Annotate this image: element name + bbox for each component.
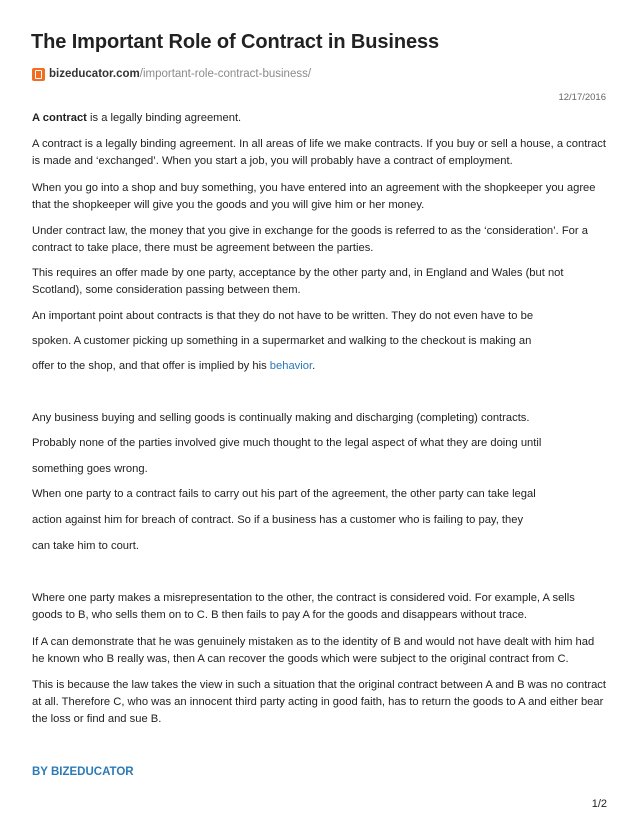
source-domain[interactable]: bizeducator.com bbox=[49, 68, 140, 80]
intro-paragraph bbox=[32, 110, 608, 127]
paragraph-11: When one party to a contract fails to carry out his part of the agreement, the other party can take legal bbox=[32, 488, 536, 500]
p7-after: . bbox=[312, 360, 316, 372]
p7-before: offer to the shop, and that offer is implied by his bbox=[32, 360, 270, 372]
blogger-icon bbox=[32, 68, 45, 81]
paragraph-14: Where one party makes a misrepresentation to the other, the contract is considered void. For example, A sells goods to B, who sells them on to C. B then fails to pay A for the goods and disappears without trace. bbox=[32, 592, 575, 621]
paragraph-16: This is because the law takes the view in such a situation that the original contract between A and B was no contract at all. Therefore C, who was an innocent third party acting in good faith, has to return the goods to A and either bear the loss or find and sue B. bbox=[32, 679, 606, 725]
paragraph-13: can take him to court. bbox=[32, 540, 139, 552]
behavior-link[interactable]: behavior bbox=[269, 360, 313, 372]
paragraph-10: something goes wrong. bbox=[32, 463, 148, 475]
source-path[interactable]: /important-role-contract-business/ bbox=[139, 68, 312, 80]
source-line bbox=[32, 67, 311, 81]
paragraph-3: Under contract law, the money that you give in exchange for the goods is referred to as the ‘consideration’. For a contract to take place, there must be agreement between the parties. bbox=[32, 225, 588, 254]
paragraph-4: This requires an offer made by one party, acceptance by the other party and, in England and Wales (but not Scotland), some consideration passing between them. bbox=[32, 267, 564, 296]
paragraph-5: An important point about contracts is that they do not have to be written. They do not even have to be bbox=[32, 310, 534, 322]
intro-rest: is a legally binding agreement. bbox=[86, 112, 242, 124]
paragraph-8: Any business buying and selling goods is continually making and discharging (completing) contracts. bbox=[32, 412, 530, 424]
paragraph-12: action against him for breach of contract. So if a business has a customer who is failing to pay, they bbox=[32, 514, 524, 526]
intro-bold: A contract bbox=[32, 112, 87, 124]
byline[interactable]: BY BIZEDUCATOR bbox=[32, 766, 134, 778]
post-date: 12/17/2016 bbox=[558, 92, 606, 103]
paragraph-9: Probably none of the parties involved give much thought to the legal aspect of what they are doing until bbox=[32, 437, 542, 449]
paragraph-15: If A can demonstrate that he was genuinely mistaken as to the identity of B and would not have dealt with him had he known who B really was, then A can recover the goods which were subject to the original contract from C. bbox=[32, 636, 595, 665]
page-title: The Important Role of Contract in Business bbox=[31, 31, 440, 53]
page-number: 1/2 bbox=[591, 798, 607, 810]
paragraph-7 bbox=[32, 358, 608, 375]
paragraph-1: A contract is a legally binding agreement. In all areas of life we make contracts. If you buy or sell a house, a contract is made and ‘exchanged’. When you start a job, you will probably have a contract of employment. bbox=[32, 138, 606, 167]
paragraph-2: When you go into a shop and buy something, you have entered into an agreement with the shopkeeper you agree that the shopkeeper will give you the goods and you will give him or her money. bbox=[32, 182, 596, 211]
paragraph-6: spoken. A customer picking up something in a supermarket and walking to the checkout is making an bbox=[32, 335, 532, 347]
